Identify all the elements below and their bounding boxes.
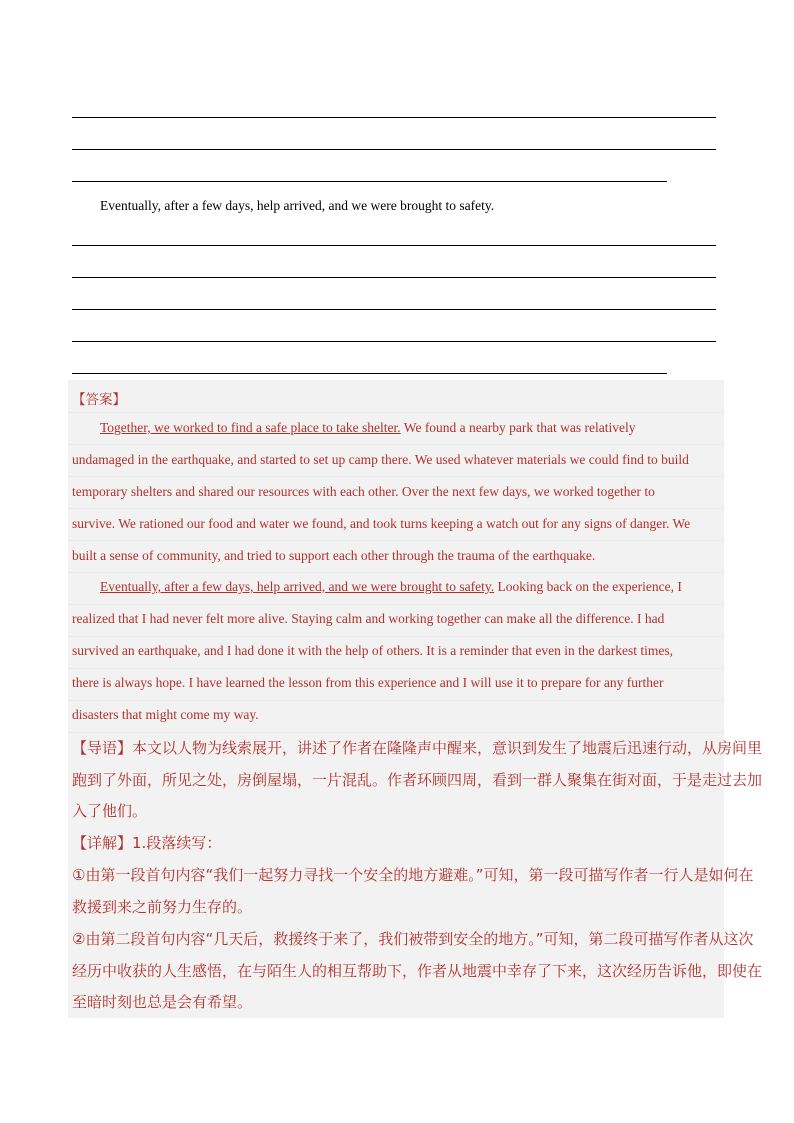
answer-section	[68, 380, 763, 1018]
guide-line: 跑到了外面，所见之处，房倒屋塌，一片混乱。作者环顾四周，看到一群人聚集在街对面，于是走过去加	[72, 771, 763, 789]
answer-p2-line: disasters that might come my way.	[72, 707, 259, 722]
detail-line: 经历中收获的人生感悟，在与陌生人的相互帮助下，作者从地震中幸存了下来，这次经历告诉他，即使在	[72, 962, 763, 980]
detail-label: 【详解】	[72, 834, 133, 852]
paragraph-prompt: Eventually, after a few days, help arrived, and we were brought to safety.	[100, 198, 495, 213]
writing-line	[72, 117, 716, 118]
writing-line	[72, 245, 716, 246]
p1-line1-rest: We found a nearby park that was relatively	[400, 420, 636, 435]
writing-line	[72, 149, 716, 150]
answer-p2-line	[100, 579, 682, 595]
writing-line	[72, 373, 667, 374]
answer-p2-line: realized that I had never felt more alive. Staying calm and working together can make all the difference. I had	[72, 611, 665, 626]
answer-p2-line: there is always hope. I have learned the lesson from this experience and I will use it to prepare for any further	[72, 675, 664, 690]
p1-first-sentence: Together, we worked to find a safe place to take shelter.	[100, 420, 401, 435]
p2-line1-rest: Looking back on the experience, I	[494, 579, 682, 594]
answer-p1-line: undamaged in the earthquake, and started to set up camp there. We used whatever materials we could find to build	[72, 452, 689, 467]
answer-p1-line: built a sense of community, and tried to support each other through the trauma of the earthquake.	[72, 548, 596, 563]
guide-line: 【导语】本文以人物为线索展开，讲述了作者在隆隆声中醒来，意识到发生了地震后迅速行动，从房间里	[72, 739, 763, 757]
writing-line	[72, 309, 716, 310]
answer-p1-line: temporary shelters and shared our resources with each other. Over the next few days, we worked together to	[72, 484, 655, 499]
detail-line: ②由第二段首句内容“几天后，救援终于来了，我们被带到安全的地方。”可知，第二段可描写作者从这次	[72, 930, 754, 948]
writing-line	[72, 341, 716, 342]
answer-p1-line: survive. We rationed our food and water we found, and took turns keeping a watch out for any signs of danger. We	[72, 516, 691, 531]
detail-line: 救援到来之前努力生存的。	[72, 898, 253, 916]
answer-p2-line: survived an earthquake, and I had done it with the help of others. It is a reminder that even in the darkest times,	[72, 643, 673, 658]
guide-line: 入了他们。	[72, 802, 148, 820]
writing-line	[72, 181, 667, 182]
detail-line: ①由第一段首句内容“我们一起努力寻找一个安全的地方避难。”可知，第一段可描写作者一行人是如何在	[72, 866, 754, 884]
answer-p1-line	[100, 420, 635, 436]
guide-label: 【导语】	[72, 739, 133, 757]
detail-line: 至暗时刻也总是会有希望。	[72, 993, 253, 1011]
detail-heading: 【详解】1.段落续写：	[72, 834, 222, 852]
writing-line	[72, 277, 716, 278]
p2-first-sentence: Eventually, after a few days, help arrived, and we were brought to safety.	[100, 579, 495, 594]
answer-label: 【答案】	[72, 392, 126, 408]
